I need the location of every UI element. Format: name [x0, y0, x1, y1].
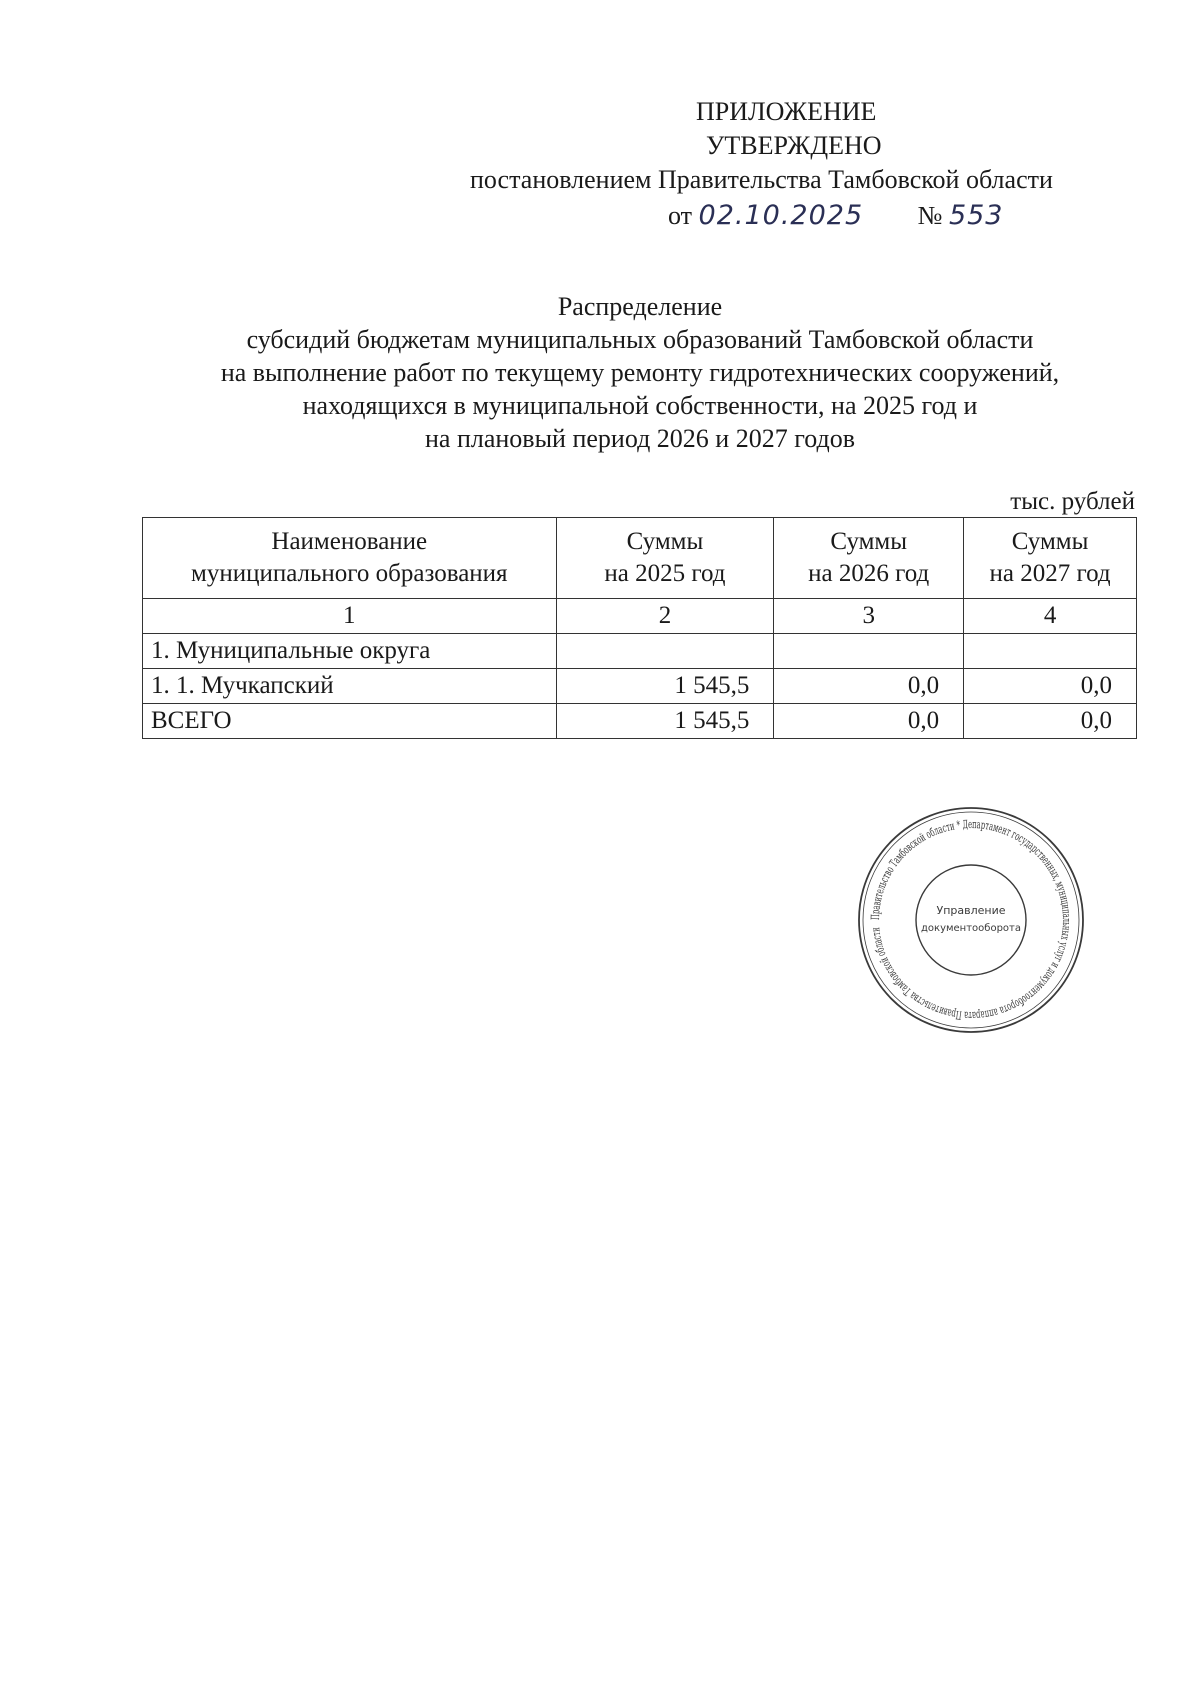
- row-value-2027: 0,0: [964, 704, 1137, 739]
- decree-date: 02.10.2025: [698, 200, 864, 231]
- units-label: тыс. рублей: [1010, 488, 1135, 515]
- table-header-row: [143, 518, 1137, 599]
- table-row: [143, 669, 1137, 704]
- header-municipality: Наименование муниципального образования: [143, 518, 557, 599]
- decree-number: 553: [948, 200, 1004, 231]
- row-value-2027: [964, 634, 1137, 669]
- approved-label: УТВЕРЖДЕНО: [706, 131, 882, 160]
- approval-header: [440, 95, 1120, 233]
- row-value-2026: 0,0: [774, 669, 964, 704]
- stamp-inner-ring: [916, 865, 1026, 975]
- title-line-4: находящихся в муниципальной собственности, на 2025 год и: [302, 391, 978, 420]
- table-row: [143, 634, 1137, 669]
- stamp-outer-ring-inner: [863, 812, 1079, 1028]
- appendix-label: ПРИЛОЖЕНИЕ: [696, 97, 877, 126]
- decree-date-row: [440, 199, 1120, 233]
- title-line-3: на выполнение работ по текущему ремонту гидротехнических сооружений,: [220, 358, 1060, 387]
- table-total-row: [143, 704, 1137, 739]
- column-number: 1: [143, 599, 557, 634]
- stamp-seal: [855, 804, 1087, 1036]
- title-line-1: Распределение: [557, 292, 723, 321]
- row-value-2025: [556, 634, 774, 669]
- stamp-center-line-1: Управление: [936, 904, 1006, 917]
- document-title: [140, 290, 1140, 455]
- from-label: от: [668, 201, 693, 230]
- row-name: ВСЕГО: [143, 704, 557, 739]
- row-value-2025: 1 545,5: [556, 669, 774, 704]
- header-sum-2026: Суммы на 2026 год: [774, 518, 964, 599]
- header-sum-2025: Суммы на 2025 год: [556, 518, 774, 599]
- stamp-center-line-2: документооборота: [921, 923, 1021, 934]
- row-value-2026: [774, 634, 964, 669]
- row-value-2026: 0,0: [774, 704, 964, 739]
- distribution-table: [142, 517, 1137, 739]
- row-value-2025: 1 545,5: [556, 704, 774, 739]
- row-name: 1. Муниципальные округа: [143, 634, 557, 669]
- number-label: №: [917, 201, 943, 230]
- stamp-outer-ring: [859, 808, 1083, 1032]
- row-name: 1. 1. Мучкапский: [143, 669, 557, 704]
- title-line-2: субсидий бюджетам муниципальных образований Тамбовской области: [246, 325, 1034, 354]
- column-number-row: [143, 599, 1137, 634]
- title-line-5: на плановый период 2026 и 2027 годов: [425, 424, 855, 453]
- header-sum-2027: Суммы на 2027 год: [964, 518, 1137, 599]
- column-number: 3: [774, 599, 964, 634]
- row-value-2027: 0,0: [964, 669, 1137, 704]
- column-number: 2: [556, 599, 774, 634]
- decree-line: постановлением Правительства Тамбовской области: [470, 165, 1053, 194]
- official-stamp-icon: [855, 804, 1087, 1036]
- column-number: 4: [964, 599, 1137, 634]
- stamp-outer-text: Правительство Тамбовской области * Департамент государственных, муниципальных услуг и документооборота аппарата Правительства Тамбовской области: [867, 816, 1075, 1024]
